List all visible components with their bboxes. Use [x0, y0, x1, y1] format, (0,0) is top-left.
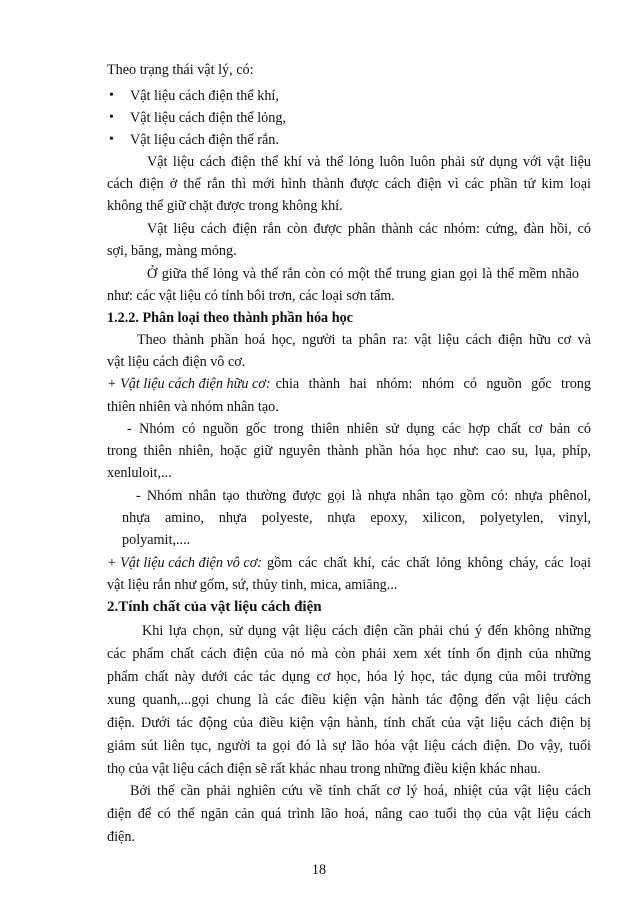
paragraph-line: điện để có thể ngăn cản quá trình lão hoá, nâng cao tuổi thọ của vật liệu cách — [107, 806, 591, 822]
bullet-icon: • — [109, 88, 114, 103]
paragraph-line: vật liệu rắn như gốm, sứ, thủy tinh, mica, amiăng... — [107, 577, 398, 593]
inorganic-line — [107, 554, 591, 572]
paragraph-line: điện. — [107, 829, 135, 845]
paragraph-line: polyamit,.... — [122, 532, 191, 548]
paragraph-line: - Nhóm có nguồn gốc trong thiên nhiên sử dụng các hợp chất cơ bản có — [127, 421, 591, 437]
paragraph-line: Vật liệu cách điện thể khí và thể lỏng luôn luôn phải sử dụng với vật liệu — [147, 154, 591, 170]
intro-line: Theo trạng thái vật lý, có: — [107, 62, 254, 78]
paragraph-line: Ở giữa thể lỏng và thể rắn còn có một thể trung gian gọi là thể mềm nhão — [147, 266, 579, 282]
paragraph-line: sợi, băng, màng mỏng. — [107, 243, 237, 259]
paragraph-line: phẩm chất này dưới các tác dụng cơ học, hóa lý học, tác dụng của môi trường — [107, 669, 591, 685]
organic-line — [107, 375, 591, 393]
bullet-item: Vật liệu cách điện thể khí, — [130, 88, 279, 104]
paragraph-line: xung quanh,...gọi chung là các điều kiện vận hành tác động đến vật liệu cách — [107, 692, 591, 708]
bullet-icon: • — [109, 110, 114, 125]
paragraph-line: Bởi thế cần phải nghiên cứu về tính chất cơ lý hoá, nhiệt của vật liệu cách — [130, 783, 591, 799]
paragraph-line: điện. Dưới tác động của điều kiện vận hành, tính chất của vật liệu cách điện bị — [107, 715, 591, 731]
paragraph-line: cách điện ở thể rắn thì mới hình thành được cách điện vì các phần tử kim loại — [107, 176, 591, 192]
paragraph-line: thiên nhiên và nhóm nhân tạo. — [107, 399, 279, 415]
section-heading-1-2-2: 1.2.2. Phân loại theo thành phần hóa học — [107, 310, 353, 326]
bullet-item: Vật liệu cách điện thể rắn. — [130, 132, 279, 148]
paragraph-line: như: các vật liệu có tính bôi trơn, các loại sơn tẩm. — [107, 288, 395, 304]
inorganic-rest: gồm các chất khí, các chất lỏng không cháy, các loại — [267, 555, 591, 571]
paragraph-line: xenluloit,... — [107, 465, 172, 481]
section-heading-2: 2.Tính chất của vật liệu cách điện — [107, 599, 322, 615]
page-number: 18 — [311, 862, 327, 878]
paragraph-line: các phẩm chất cách điện của nó mà còn phải xem xét tính ổn định của những — [107, 646, 591, 662]
paragraph-line: Khi lựa chọn, sử dụng vật liệu cách điện cần phải chú ý đến không những — [142, 623, 591, 639]
paragraph-line: - Nhóm nhân tạo thường được gọi là nhựa nhân tạo gồm có: nhựa phênol, — [136, 488, 591, 504]
paragraph-line: nhựa amino, nhựa polyeste, nhựa epoxy, xilicon, polyetylen, vinyl, — [122, 510, 591, 526]
organic-rest: chia thành hai nhóm: nhóm có nguồn gốc trong — [275, 376, 591, 392]
bullet-item: Vật liệu cách điện thể lỏng, — [130, 110, 287, 126]
paragraph-line: trong thiên nhiên, hoặc giữ nguyên thành phần hóa học như: cao su, lụa, phíp, — [107, 443, 591, 459]
paragraph-line: thọ của vật liệu cách điện sẽ rất khác nhau trong những điều kiện khác nhau. — [107, 761, 541, 777]
inorganic-term: + Vật liệu cách điện vô cơ: — [107, 555, 263, 571]
paragraph-line: Vật liệu cách điện rắn còn được phân thành các nhóm: cứng, đàn hồi, có — [147, 221, 591, 237]
paragraph-line: giảm sút liên tục, người ta gọi đó là sự lão hóa vật liệu cách điện. Do vậy, tuổi — [107, 738, 591, 754]
bullet-icon: • — [109, 132, 114, 147]
organic-term: + Vật liệu cách điện hữu cơ: — [107, 376, 271, 392]
paragraph-line: không thể giữ chặt được trong không khí. — [107, 198, 343, 214]
paragraph-line: vật liệu cách điện vô cơ. — [107, 354, 246, 370]
paragraph-line: Theo thành phần hoá học, người ta phân ra: vật liệu cách điện hữu cơ và — [137, 332, 591, 348]
